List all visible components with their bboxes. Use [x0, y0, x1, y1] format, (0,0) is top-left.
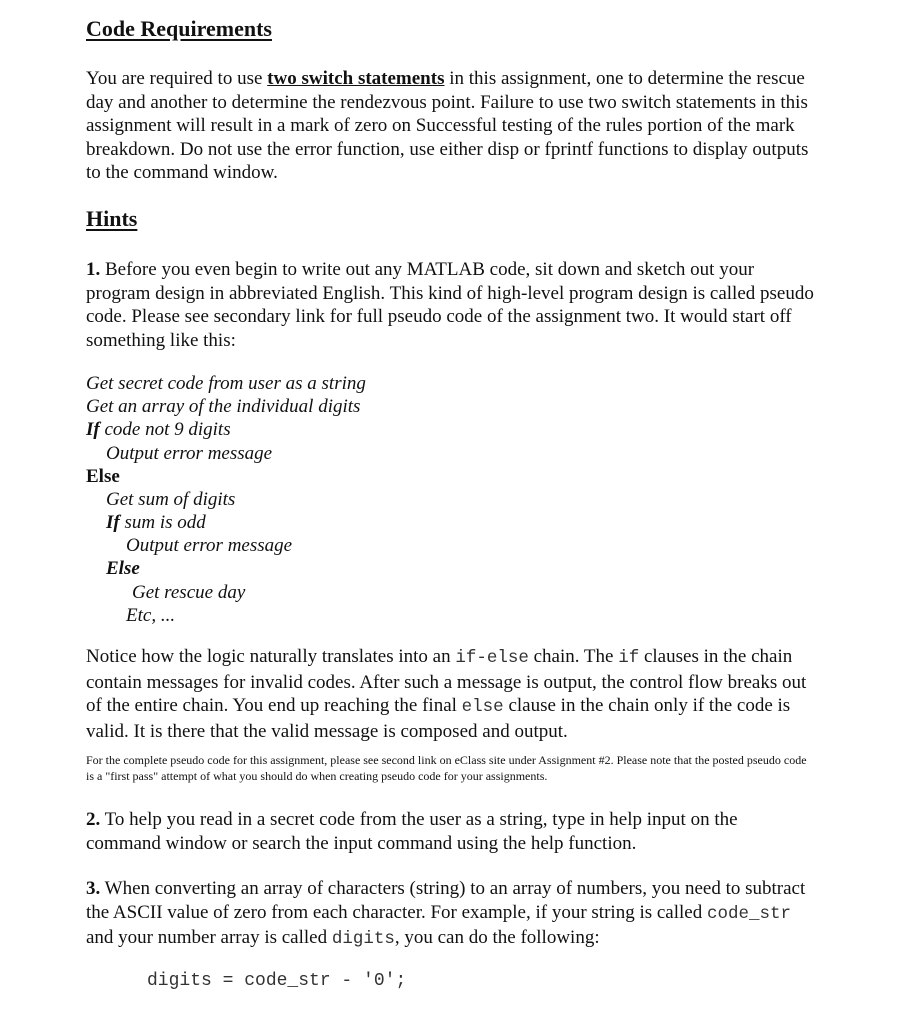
text-run: Before you even begin to write out any MATLAB code, sit down and sketch out your program design in abbreviated English. This kind of high-level program design is called pseudo code. Please see secondary link for full pseudo code of the assignment two. It would start off something like this:: [86, 259, 814, 351]
pseudo-keyword: Else: [106, 558, 140, 579]
text-run: and your number array is called: [86, 927, 332, 948]
code-example: digits = code_str - '0';: [147, 971, 407, 991]
text-run: , you can do the following:: [394, 927, 600, 948]
text-run: Notice how the logic naturally translates into an: [86, 646, 456, 667]
pseudo-line: Get sum of digits: [106, 489, 236, 510]
hints-heading: Hints: [86, 206, 138, 231]
pseudo-line: Output error message: [126, 535, 293, 556]
text-run: clause in the chain only if the code is valid. It is there that the valid message is composed and output.: [86, 695, 791, 742]
text-run: in this assignment, one to determine the rescue day and another to determine the rendezvous point. Failure to use two switch statements in this assignment will result in a mark of zero on Successful testing of the rules portion of the mark breakdown. Do not use the error function, use either disp or fprintf functions to display outputs to the command window.: [86, 68, 809, 183]
notice-paragraph: [86, 645, 816, 743]
inline-code: code_str: [706, 903, 791, 924]
emphasis-two-switch: two switch statements: [267, 68, 445, 89]
text-run: To help you read in a secret code from the user as a string, type in help input on the command window or search the input command using the help function.: [86, 809, 738, 854]
hint-2-paragraph: [86, 808, 816, 855]
text-run: sum is odd: [119, 512, 206, 533]
code-requirements-paragraph: [86, 67, 816, 185]
pseudo-line: Output error message: [106, 443, 273, 464]
text-run: chain. The: [528, 646, 619, 667]
pseudo-line: Get secret code from user as a string: [86, 373, 366, 394]
text-run: code not 9 digits: [99, 419, 231, 440]
hint-3-paragraph: [86, 877, 816, 952]
text-run: clauses in the chain contain messages for invalid codes. After such a message is output, the control flow breaks out of the entire chain. You end up reaching the final: [86, 646, 807, 716]
pseudo-line: [106, 511, 206, 535]
inline-code: if: [618, 648, 640, 668]
hint-1-paragraph: [86, 258, 816, 352]
pseudo-line: Etc, ...: [126, 605, 176, 626]
pseudo-keyword: Else: [86, 466, 120, 487]
footnote: For the complete pseudo code for this assignment, please see second link on eClass site under Assignment #2. Please note that the posted pseudo code is a "first pass" attempt of what you should do when creating pseudo code for your assignments.: [86, 753, 807, 783]
pseudo-line: Get rescue day: [132, 582, 246, 603]
inline-code: else: [461, 697, 504, 717]
text-run: When converting an array of characters (string) to an array of numbers, you need to subtract the ASCII value of zero from each character. For example, if your string is called: [86, 878, 806, 923]
hint-number: 1.: [86, 259, 101, 280]
pseudo-keyword: If: [86, 419, 100, 440]
hint-number: 2.: [86, 809, 101, 830]
inline-code: digits: [331, 929, 395, 949]
pseudo-keyword: If: [106, 512, 120, 533]
pseudo-line: [86, 418, 231, 442]
pseudo-line: Get an array of the individual digits: [86, 396, 361, 417]
text-run: You are required to use: [86, 68, 268, 89]
inline-code: if-else: [455, 648, 529, 668]
hint-number: 3.: [86, 878, 101, 899]
code-requirements-heading: Code Requirements: [86, 16, 272, 41]
